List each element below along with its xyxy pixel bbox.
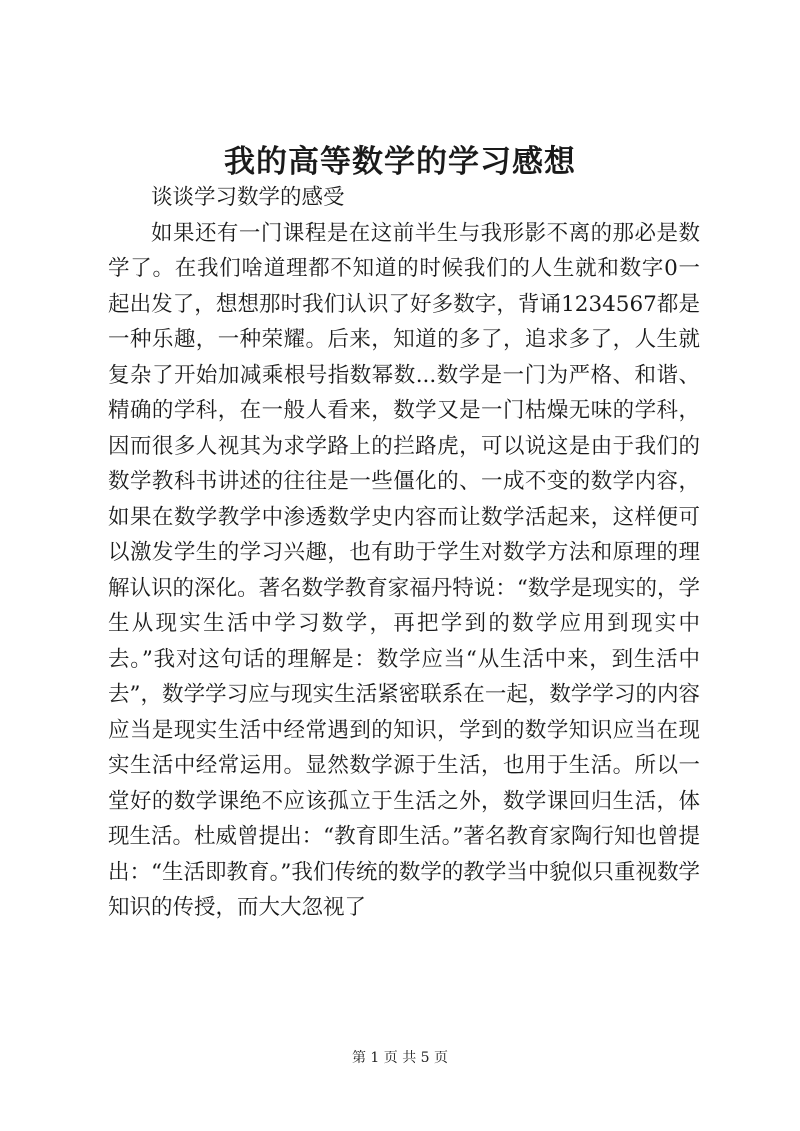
document-title: 我的高等数学的学习感想 xyxy=(224,144,576,180)
subtitle-paragraph: 谈谈学习数学的感受 xyxy=(151,185,345,210)
body-paragraph: 如果还有一门课程是在这前半生与我形影不离的那必是数学了。在我们啥道理都不知道的时候我们的人生就和数字0一起出发了，想想那时我们认识了好多数字，背诵1234567都是一种乐趣，一种荣耀。后来，知道的多了，追求多了，人生就复杂了开始加减乘根号指数幂数...数学是一门为严格、和谐、精确的学科，在一般人看来，数学又是一门枯燥无味的学科，因而很多人视其为求学路上的拦路虎，可以说这是由于我们的数学教科书讲述的往往是一些僵化的、一成不变的数学内容，如果在数学教学中渗透数学史内容而让数学活起来，这样便可以激发学生的学习兴趣，也有助于学生对数学方法和原理的理解认识的深化。著名数学教育家福丹特说：“数学是现实的，学生从现实生活中学习数学，再把学到的数学应用到现实中去。”我对这句话的理解是：数学应当“从生活中来，到生活中去”，数学学习应与现实生活紧密联系在一起，数学学习的内容应当是现实生活中经常遇到的知识，学到的数学知识应当在现实生活中经常运用。显然数学源于生活，也用于生活。所以一堂好的数学课绝不应该孤立于生活之外，数学课回归生活，体现生活。杜威曾提出：“教育即生活。”著名教育家陶行知也曾提出：“生活即教育。”我们传统的数学的教学当中貌似只重视数学知识的传授，而大大忽视了 xyxy=(108,220,700,920)
document-body xyxy=(108,180,700,926)
page-footer: 第 1 页 共 5 页 xyxy=(351,1050,449,1066)
